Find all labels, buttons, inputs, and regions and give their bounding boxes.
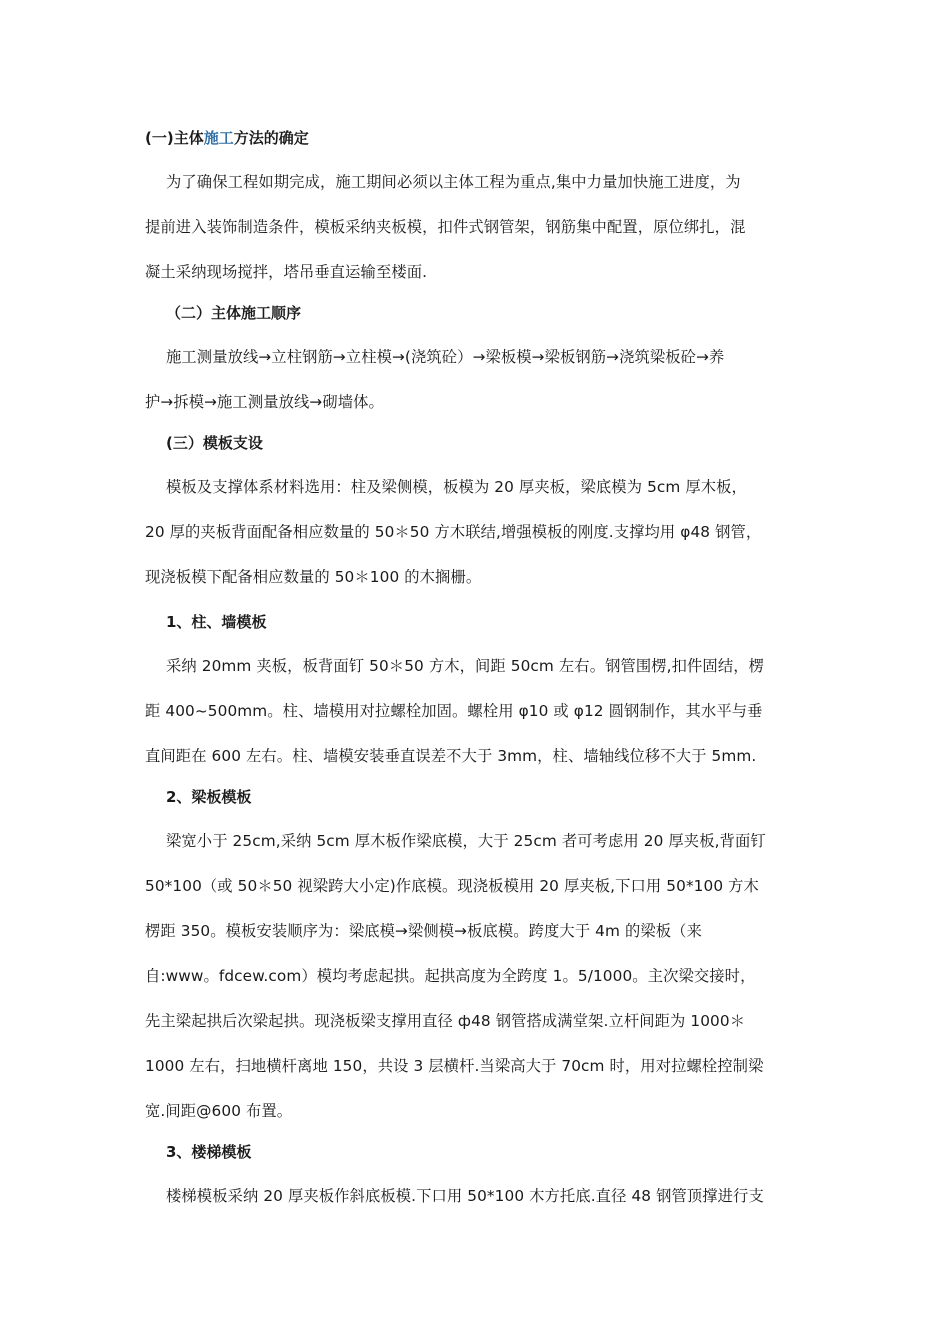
- section-heading-2: （二）主体施工顺序: [166, 304, 302, 322]
- section-heading-3: (三）模板支设: [166, 434, 263, 452]
- heading-prefix: (一)主体: [145, 129, 204, 147]
- paragraph-line: 宽.间距@600 布置。: [145, 1102, 293, 1120]
- paragraph-line: 自:www。fdcew.com）模均考虑起拱。起拱高度为全跨度 1。5/1000。主次梁交接时，: [145, 967, 756, 985]
- paragraph-line: 模板及支撑体系材料选用：柱及梁侧模，板模为 20 厚夹板，梁底模为 5cm 厚木板，: [166, 478, 747, 496]
- paragraph-line: 楞距 350。模板安装顺序为：梁底模→梁侧模→板底模。跨度大于 4m 的梁板（来: [145, 922, 702, 940]
- paragraph-line: 采纳 20mm 夹板，板背面钉 50＊50 方木，间距 50cm 左右。钢管围楞,扣件固结，楞: [166, 657, 765, 675]
- section-heading-1: [145, 128, 309, 148]
- paragraph-line: 提前进入装饰制造条件，模板采纳夹板模，扣件式钢管架，钢筋集中配置，原位绑扎，混: [145, 218, 746, 236]
- paragraph-line: 1000 左右，扫地横杆离地 150，共设 3 层横杆.当梁高大于 70cm 时，用对拉螺栓控制梁: [145, 1057, 764, 1075]
- section-heading-6: 3、楼梯模板: [166, 1143, 252, 1161]
- paragraph-line: 直间距在 600 左右。柱、墙模安装垂直误差不大于 3mm，柱、墙轴线位移不大于 5mm.: [145, 747, 757, 765]
- paragraph-line: 梁宽小于 25cm,采纳 5cm 厚木板作梁底模，大于 25cm 者可考虑用 20 厚夹板,背面钉: [166, 832, 766, 850]
- paragraph-line: 现浇板模下配备相应数量的 50＊100 的木搁栅。: [145, 568, 482, 586]
- heading-suffix: 方法的确定: [233, 129, 309, 147]
- paragraph-line: 先主梁起拱后次梁起拱。现浇板梁支撑用直径 ф48 钢管搭成满堂架.立杆间距为 1000＊: [145, 1012, 746, 1030]
- heading-link[interactable]: 施工: [203, 129, 234, 147]
- section-heading-4: 1、柱、墙模板: [166, 613, 267, 631]
- paragraph-line: 50*100（或 50＊50 视梁跨大小定)作底模。现浇板模用 20 厚夹板,下口用 50*100 方木: [145, 877, 759, 895]
- paragraph-line: 楼梯模板采纳 20 厚夹板作斜底板模.下口用 50*100 木方托底.直径 48 钢管顶撑进行支: [166, 1187, 764, 1205]
- section-heading-5: 2、梁板模板: [166, 788, 252, 806]
- paragraph-line: 20 厚的夹板背面配备相应数量的 50＊50 方木联结,增强模板的刚度.支撑均用 φ48 钢管，: [145, 523, 762, 541]
- paragraph-line: 凝土采纳现场搅拌，塔吊垂直运输至楼面.: [145, 263, 428, 281]
- paragraph-line: 护→拆模→施工测量放线→砌墙体。: [145, 393, 384, 411]
- paragraph-line: 施工测量放线→立柱钢筋→立柱模→(浇筑砼）→梁板模→梁板钢筋→浇筑梁板砼→养: [166, 348, 725, 366]
- paragraph-line: 距 400~500mm。柱、墙模用对拉螺栓加固。螺栓用 φ10 或 φ12 圆钢制作，其水平与垂: [145, 702, 763, 720]
- paragraph-line: 为了确保工程如期完成，施工期间必须以主体工程为重点,集中力量加快施工进度，为: [166, 173, 741, 191]
